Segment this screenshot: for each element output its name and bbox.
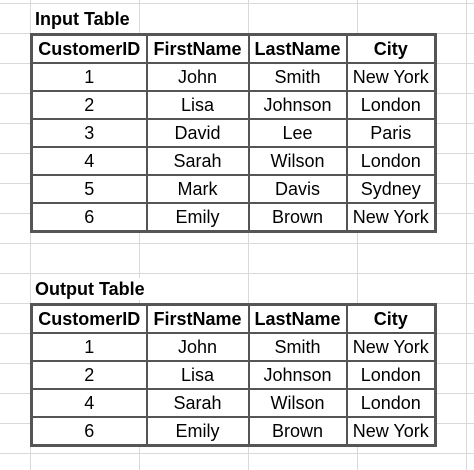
input-table-title: Input Table [33,8,134,30]
cell-customer-id[interactable]: 1 [32,63,147,91]
cell-customer-id[interactable]: 1 [32,333,147,361]
cell-first-name[interactable]: Lisa [147,361,249,389]
table-row [32,147,436,175]
header-row [32,35,436,64]
column-header-first-name[interactable]: FirstName [147,35,249,64]
table-row [32,361,436,389]
cell-last-name[interactable]: Johnson [249,361,347,389]
cell-city[interactable]: New York [347,333,436,361]
cell-customer-id[interactable]: 5 [32,175,147,203]
cell-first-name[interactable]: Emily [147,417,249,446]
output-table [30,303,437,447]
cell-customer-id[interactable]: 6 [32,417,147,446]
cell-first-name[interactable]: Emily [147,203,249,232]
cell-city[interactable]: London [347,147,436,175]
cell-last-name[interactable]: Brown [249,203,347,232]
cell-customer-id[interactable]: 2 [32,361,147,389]
cell-last-name[interactable]: Smith [249,63,347,91]
cell-customer-id[interactable]: 3 [32,119,147,147]
cell-city[interactable]: New York [347,417,436,446]
cell-first-name[interactable]: Lisa [147,91,249,119]
table-row [32,417,436,446]
cell-last-name[interactable]: Brown [249,417,347,446]
table-row [32,119,436,147]
cell-first-name[interactable]: David [147,119,249,147]
output-table-title: Output Table [33,278,149,300]
cell-city[interactable]: London [347,91,436,119]
cell-customer-id[interactable]: 2 [32,91,147,119]
input-table [30,33,437,233]
cell-city[interactable]: Sydney [347,175,436,203]
column-header-customer-id[interactable]: CustomerID [32,305,147,334]
cell-first-name[interactable]: John [147,63,249,91]
cell-city[interactable]: London [347,389,436,417]
cell-city[interactable]: New York [347,203,436,232]
cell-first-name[interactable]: John [147,333,249,361]
cell-last-name[interactable]: Wilson [249,389,347,417]
cell-city[interactable]: New York [347,63,436,91]
table-row [32,175,436,203]
cell-first-name[interactable]: Sarah [147,389,249,417]
cell-last-name[interactable]: Smith [249,333,347,361]
cell-city[interactable]: Paris [347,119,436,147]
column-header-city[interactable]: City [347,35,436,64]
column-header-first-name[interactable]: FirstName [147,305,249,334]
cell-city[interactable]: London [347,361,436,389]
header-row [32,305,436,334]
cell-last-name[interactable]: Wilson [249,147,347,175]
cell-last-name[interactable]: Davis [249,175,347,203]
cell-customer-id[interactable]: 4 [32,147,147,175]
column-header-city[interactable]: City [347,305,436,334]
cell-first-name[interactable]: Mark [147,175,249,203]
table-row [32,91,436,119]
cell-first-name[interactable]: Sarah [147,147,249,175]
table-row [32,333,436,361]
cell-last-name[interactable]: Johnson [249,91,347,119]
column-header-customer-id[interactable]: CustomerID [32,35,147,64]
column-header-last-name[interactable]: LastName [249,305,347,334]
table-row [32,389,436,417]
cell-customer-id[interactable]: 6 [32,203,147,232]
cell-last-name[interactable]: Lee [249,119,347,147]
table-row [32,203,436,232]
table-row [32,63,436,91]
cell-customer-id[interactable]: 4 [32,389,147,417]
column-header-last-name[interactable]: LastName [249,35,347,64]
